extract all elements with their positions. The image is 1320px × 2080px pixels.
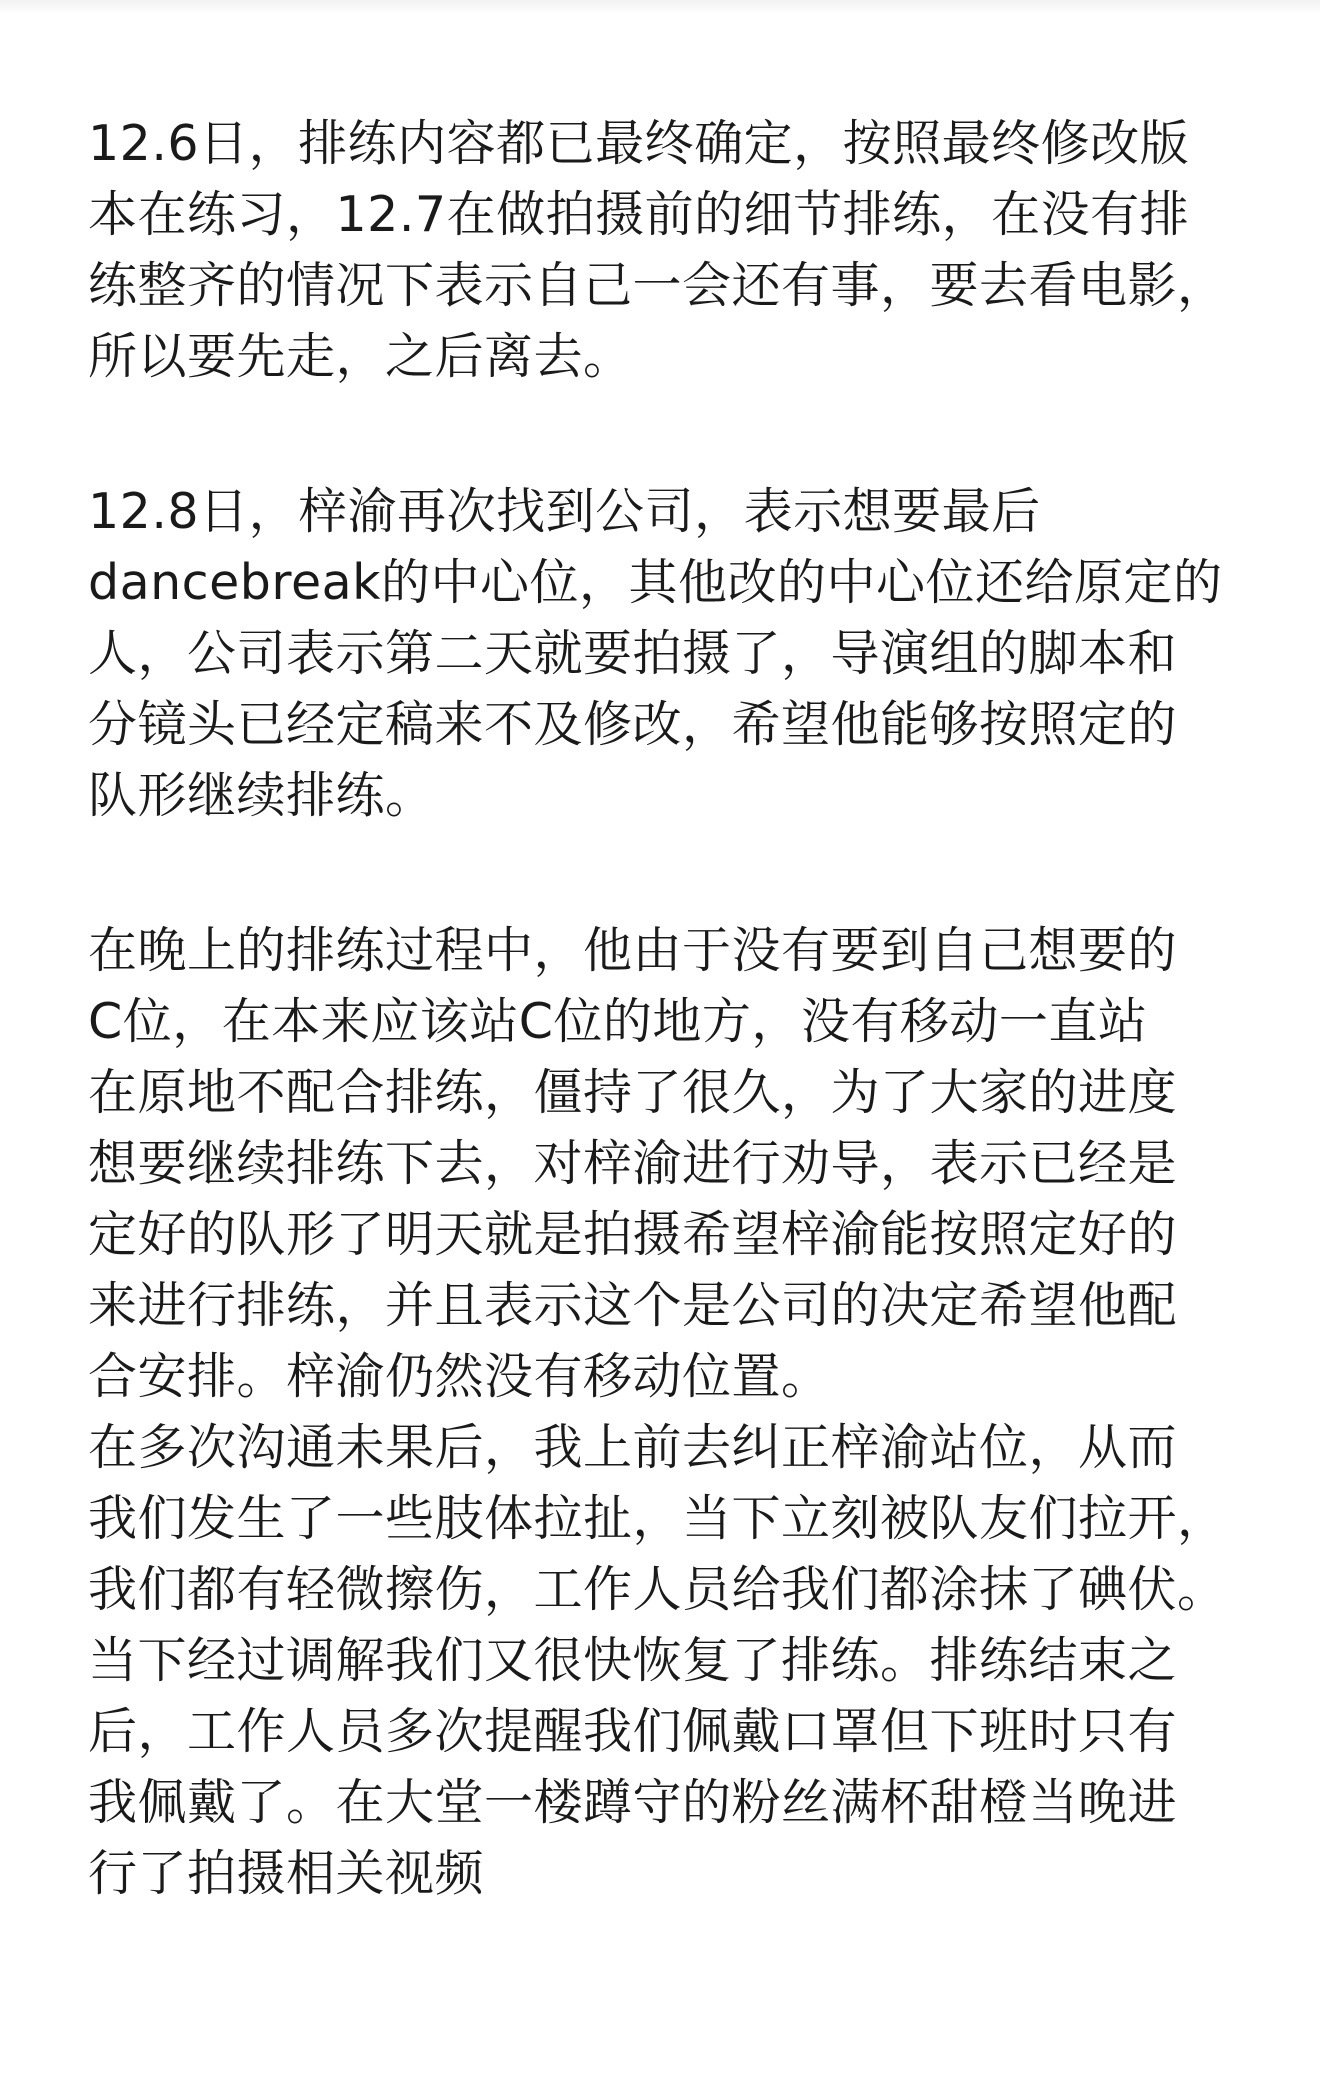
paragraph-3	[88, 915, 1248, 1909]
article-body	[88, 108, 1248, 1909]
text-line: 所以要先走，之后离去。	[88, 328, 633, 385]
text-line: 本在练习，12.7在做拍摄前的细节排练，在没有排	[88, 186, 1190, 243]
text-line: 当下经过调解我们又很快恢复了排练。排练结束之	[88, 1632, 1178, 1689]
text-line: 队形继续排练。	[88, 767, 435, 824]
text-line: 我们发生了一些肢体拉扯，当下立刻被队友们拉开，	[88, 1490, 1227, 1547]
text-line: 人，公司表示第二天就要拍摄了，导演组的脚本和	[88, 625, 1178, 682]
text-line: C位，在本来应该站C位的地方，没有移动一直站	[88, 993, 1148, 1050]
text-line: 后，工作人员多次提醒我们佩戴口罩但下班时只有	[88, 1703, 1178, 1760]
paragraph-2	[88, 476, 1248, 831]
text-line: 行了拍摄相关视频	[88, 1845, 485, 1902]
paragraph-1	[88, 108, 1248, 392]
text-line: 来进行排练，并且表示这个是公司的决定希望他配	[88, 1277, 1178, 1334]
text-line: 定好的队形了明天就是拍摄希望梓渝能按照定好的	[88, 1206, 1178, 1263]
paragraph-spacer	[88, 392, 1248, 476]
text-line: 12.8日，梓渝再次找到公司，表示想要最后	[88, 483, 1041, 540]
text-line: 在多次沟通未果后，我上前去纠正梓渝站位，从而	[88, 1419, 1178, 1476]
text-line: 我们都有轻微擦伤，工作人员给我们都涂抹了碘伏。	[88, 1561, 1227, 1618]
text-line: 分镜头已经定稿来不及修改，希望他能够按照定的	[88, 696, 1178, 753]
text-line: 练整齐的情况下表示自己一会还有事，要去看电影，	[88, 257, 1227, 314]
top-edge-shadow	[0, 0, 1320, 14]
text-line: 我佩戴了。在大堂一楼蹲守的粉丝满杯甜橙当晚进	[88, 1774, 1178, 1831]
text-line: 在晚上的排练过程中，他由于没有要到自己想要的	[88, 922, 1178, 979]
text-line: 想要继续排练下去，对梓渝进行劝导，表示已经是	[88, 1135, 1178, 1192]
paragraph-spacer	[88, 831, 1248, 915]
text-line: dancebreak的中心位，其他改的中心位还给原定的	[88, 554, 1223, 611]
text-line: 在原地不配合排练，僵持了很久，为了大家的进度	[88, 1064, 1178, 1121]
text-line: 合安排。梓渝仍然没有移动位置。	[88, 1348, 831, 1405]
text-line: 12.6日，排练内容都已最终确定，按照最终修改版	[88, 115, 1190, 172]
